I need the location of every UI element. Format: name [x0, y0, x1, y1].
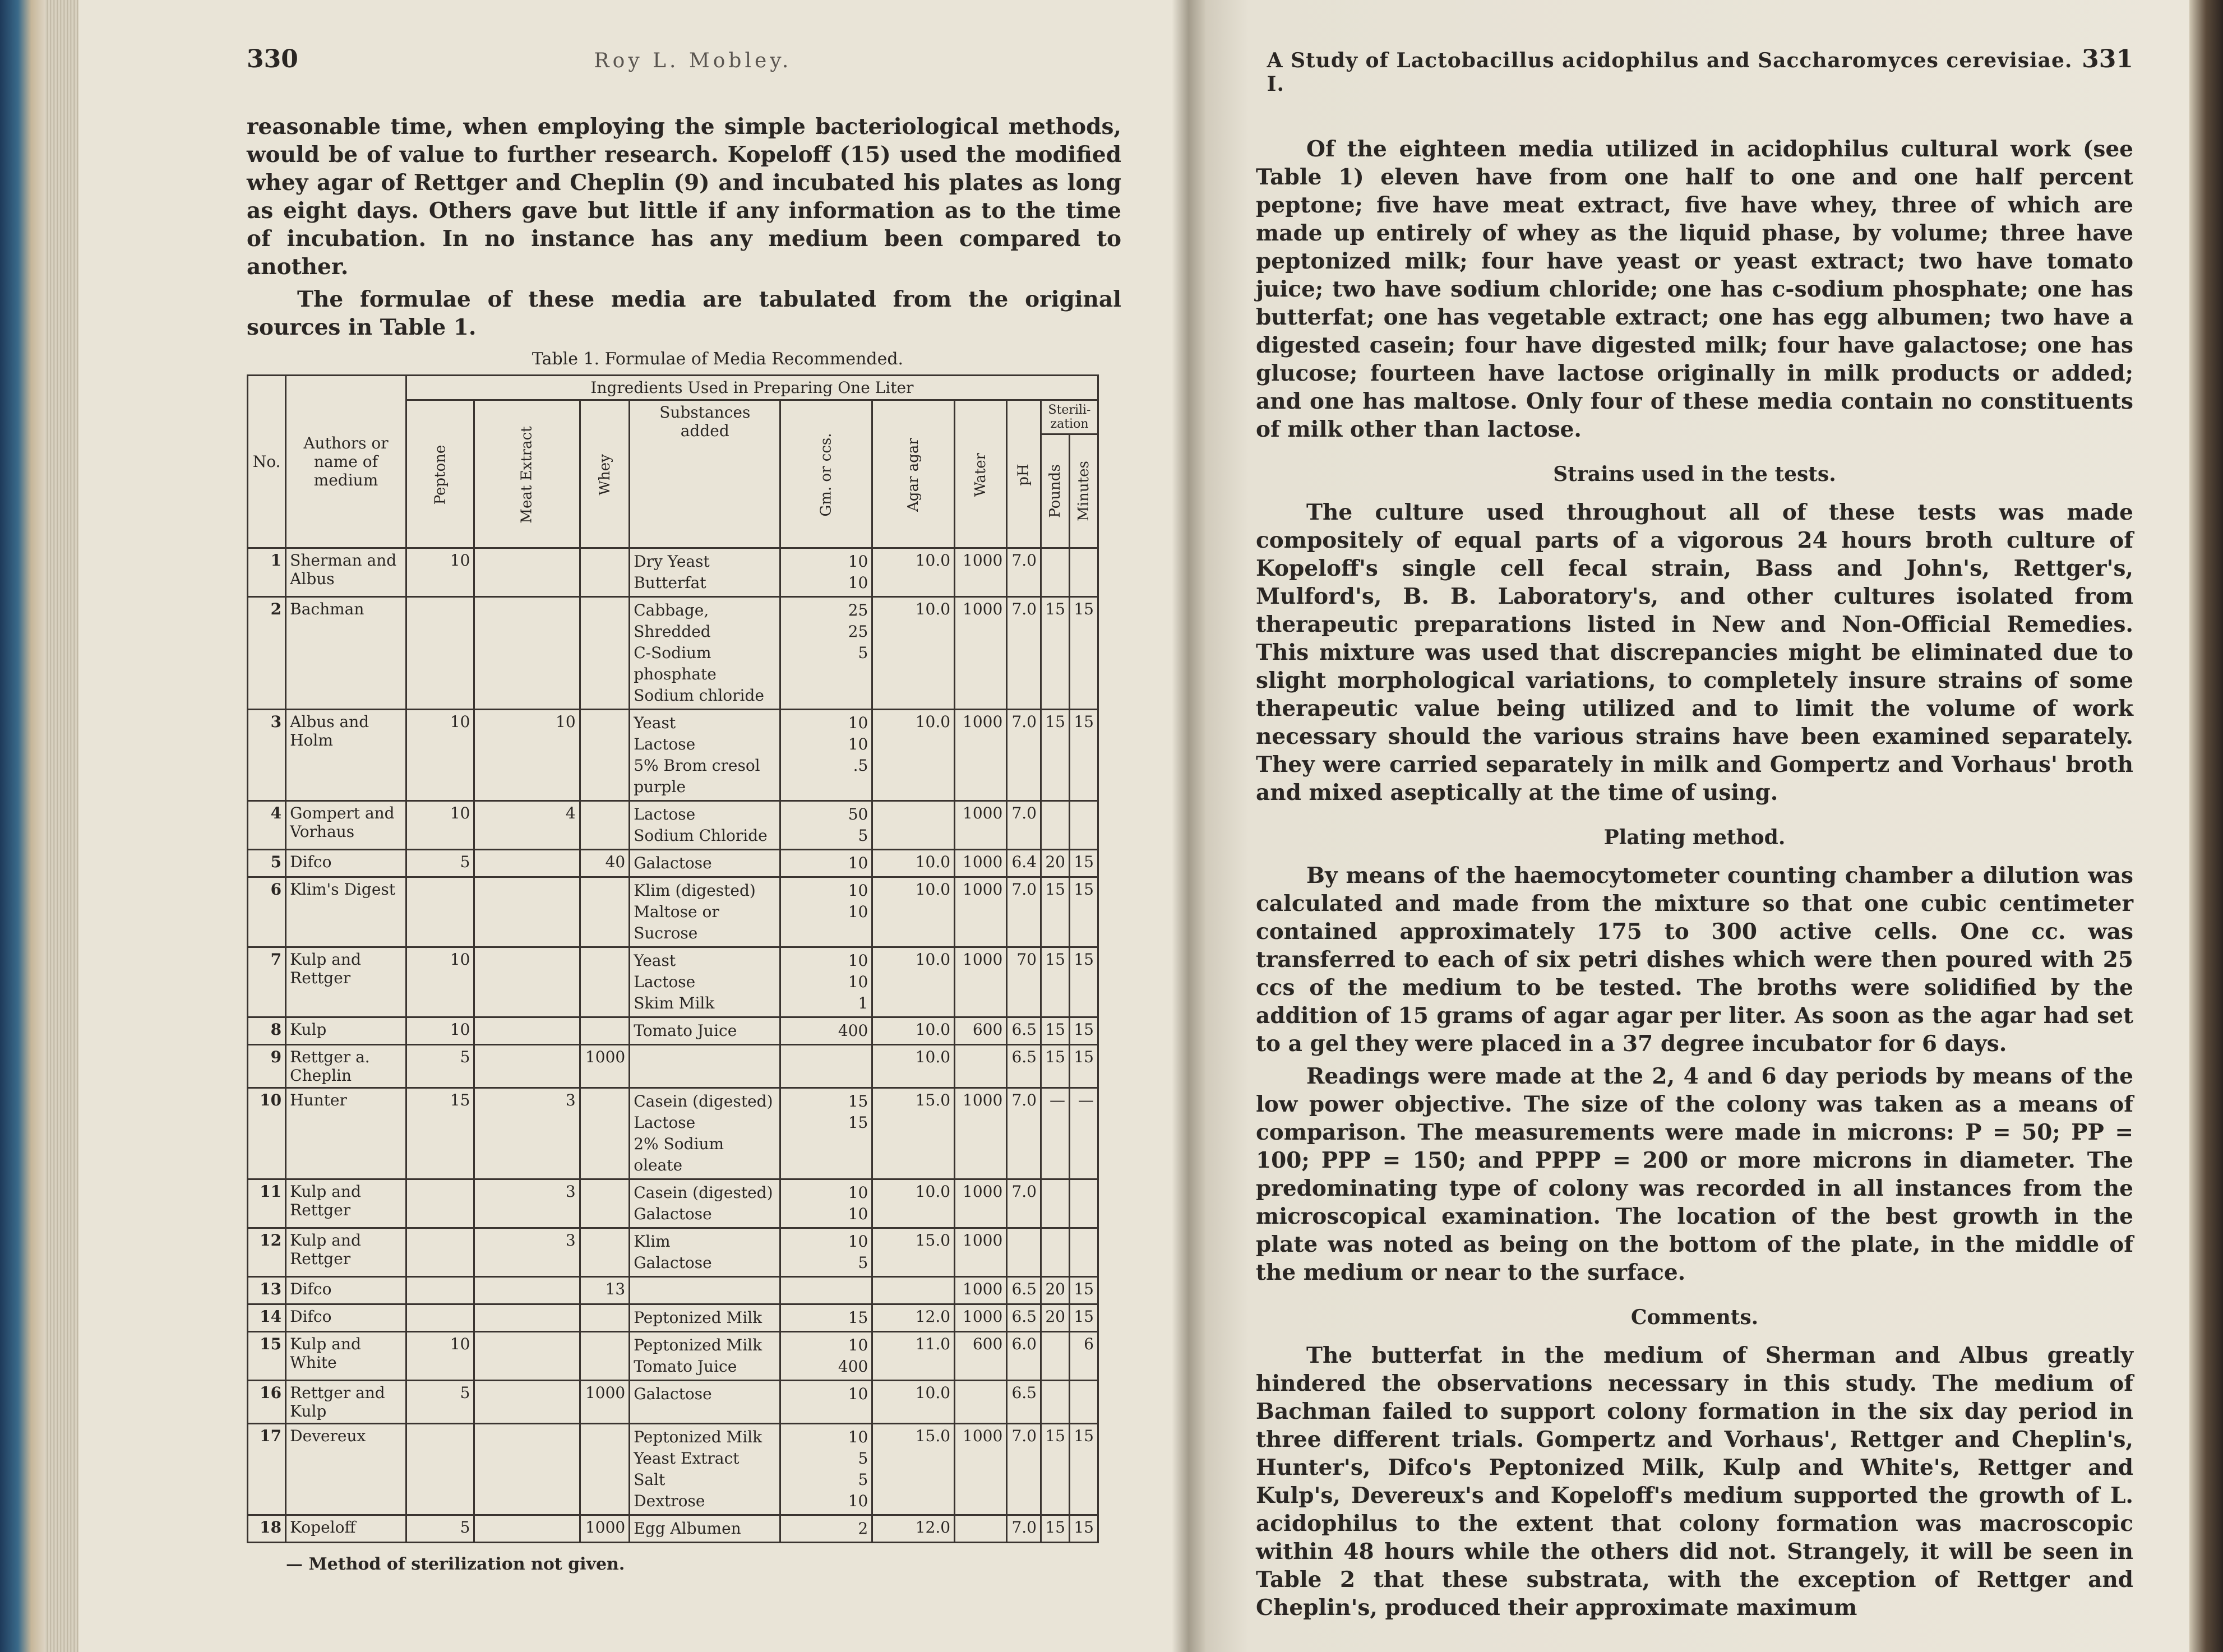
left-paragraph-1: reasonable time, when employing the simple bacteriological methods, would be of value to further research. Kopeloff (15) used the modified whey agar of Rettger and Cheplin (9) and incubated his plates as long as eight days. Others gave but little if any information as to the time of incubation. In no instance has any medium been compared to another.: [247, 114, 1121, 280]
row-ph: 7.0: [1007, 710, 1041, 801]
col-header-pounds: Pounds: [1047, 464, 1064, 518]
row-number: 11: [248, 1179, 286, 1228]
row-meat-extract: [474, 947, 580, 1017]
row-pounds: [1041, 1332, 1070, 1381]
row-author: Klim's Digest: [286, 877, 406, 947]
row-meat-extract: [474, 1277, 580, 1304]
row-whey: 1000: [580, 1381, 630, 1424]
row-number: 17: [248, 1424, 286, 1515]
table-row: [248, 710, 1098, 801]
right-paragraph-comments: The butterfat in the medium of Sherman and Albus greatly hindered the observations necessary in this study. The medium of Bachman failed to support colony formation in the six day period in three different trials. Gompertz and Vorhaus', Rettger and Cheplin's, Hunter's, Difco's Peptonized Milk, Kulp and White's, Rettger and Kulp's, Devereux's and Kopeloff's medium supported the growth of L. acidophilus to the extent that colony formation was macroscopic within 48 hours while the others did not. Strangely, it will be seen in Table 2 that these substrata, with the exception of Rettger and Cheplin's, produced their approximate maximum: [1256, 1343, 2133, 1621]
row-ph: 7.0: [1007, 1515, 1041, 1543]
col-header-ingredients: Ingredients Used in Preparing One Liter: [406, 376, 1098, 400]
row-substances: Galactose: [630, 1381, 780, 1424]
row-gm: 10 10 1: [780, 947, 872, 1017]
row-author: Albus and Holm: [286, 710, 406, 801]
row-whey: [580, 1179, 630, 1228]
row-ph: 7.0: [1007, 801, 1041, 850]
page-stack-edge: [45, 0, 78, 1652]
row-meat-extract: [474, 1515, 580, 1543]
row-peptone: 10: [406, 710, 474, 801]
col-header-no: No.: [248, 376, 286, 548]
table-row: [248, 597, 1098, 710]
row-peptone: [406, 597, 474, 710]
col-header-whey: Whey: [580, 400, 630, 548]
col-header-water: Water: [955, 400, 1007, 548]
row-peptone: 10: [406, 801, 474, 850]
row-water: 1000: [955, 1179, 1007, 1228]
row-meat-extract: 3: [474, 1228, 580, 1277]
row-water: 1000: [955, 1277, 1007, 1304]
row-gm: 15: [780, 1304, 872, 1332]
row-author: Difco: [286, 1304, 406, 1332]
row-gm: 10 10: [780, 548, 872, 597]
row-minutes: 15: [1070, 877, 1098, 947]
right-paragraph-plating: By means of the haemocytometer counting chamber a dilution was calculated and made from the mixture so that one cubic centimeter contained approximately 175 to 300 active cells. One cc. was transferred to each of six petri dishes which were then poured with 25 ccs of the medium to be tested. The broths were solidified by the addition of 15 grams of agar agar per liter. As soon as the agar had set to a gel they were placed in a 37 degree incubator for 6 days.: [1256, 863, 2133, 1057]
row-water: 1000: [955, 710, 1007, 801]
right-paragraph-1: Of the eighteen media utilized in acidophilus cultural work (see Table 1) eleven have from one half to one and one half percent peptone; five have meat extract, five have whey, three of which are made up entirely of whey as the liquid phase, by volume; three have peptonized milk; four have yeast or yeast extract; two have tomato juice; two have sodium chloride; one has c-sodium phosphate; one has butterfat; one has vegetable extract; one has egg albumen; two have a digested casein; four have digested milk; four have galactose; one has glucose; fourteen have lactose originally in milk products or added; and one has maltose. Only four of these media contain no constituents of milk other than lactose.: [1256, 136, 2133, 442]
row-minutes: —: [1070, 1088, 1098, 1179]
row-substances: Yeast Lactose Skim Milk: [630, 947, 780, 1017]
row-water: 600: [955, 1017, 1007, 1045]
row-minutes: 15: [1070, 1515, 1098, 1543]
row-peptone: 5: [406, 1381, 474, 1424]
row-minutes: 15: [1070, 710, 1098, 801]
row-water: [955, 1515, 1007, 1543]
row-substances: [630, 1277, 780, 1304]
row-author: Kulp and Rettger: [286, 947, 406, 1017]
col-header-author: Authors or name of medium: [286, 376, 406, 548]
row-agar: [872, 801, 955, 850]
row-minutes: [1070, 1179, 1098, 1228]
row-agar: 10.0: [872, 877, 955, 947]
row-gm: 10: [780, 850, 872, 877]
row-number: 1: [248, 548, 286, 597]
col-header-agar: Agar agar: [872, 400, 955, 548]
table-row: [248, 947, 1098, 1017]
row-minutes: 15: [1070, 1304, 1098, 1332]
row-peptone: [406, 1228, 474, 1277]
row-substances: Egg Albumen: [630, 1515, 780, 1543]
col-header-ph: pH: [1007, 400, 1041, 548]
table-row: [248, 1088, 1098, 1179]
row-water: 1000: [955, 877, 1007, 947]
row-agar: 15.0: [872, 1088, 955, 1179]
row-ph: 7.0: [1007, 1088, 1041, 1179]
row-agar: 10.0: [872, 1045, 955, 1088]
row-whey: [580, 1304, 630, 1332]
row-author: Devereux: [286, 1424, 406, 1515]
row-number: 3: [248, 710, 286, 801]
table-row: [248, 1424, 1098, 1515]
row-whey: 13: [580, 1277, 630, 1304]
row-number: 18: [248, 1515, 286, 1543]
left-page-number: 330: [247, 45, 298, 73]
row-gm: 10 400: [780, 1332, 872, 1381]
row-substances: [630, 1045, 780, 1088]
row-meat-extract: 4: [474, 801, 580, 850]
right-page: [1189, 0, 2189, 1652]
row-gm: 10 5: [780, 1228, 872, 1277]
heading-plating: Plating method.: [1603, 826, 1786, 849]
row-author: Kopeloff: [286, 1515, 406, 1543]
row-meat-extract: [474, 1045, 580, 1088]
row-water: 1000: [955, 1304, 1007, 1332]
row-whey: [580, 1424, 630, 1515]
row-pounds: [1041, 1228, 1070, 1277]
row-minutes: [1070, 1381, 1098, 1424]
row-pounds: 15: [1041, 1424, 1070, 1515]
row-agar: 10.0: [872, 548, 955, 597]
row-substances: Dry Yeast Butterfat: [630, 548, 780, 597]
row-peptone: [406, 877, 474, 947]
row-minutes: [1070, 801, 1098, 850]
row-meat-extract: 10: [474, 710, 580, 801]
row-number: 12: [248, 1228, 286, 1277]
row-whey: [580, 1228, 630, 1277]
book-cover-edge-left: [0, 0, 45, 1652]
row-minutes: [1070, 548, 1098, 597]
row-pounds: 20: [1041, 1277, 1070, 1304]
row-water: 1000: [955, 947, 1007, 1017]
row-peptone: 10: [406, 1332, 474, 1381]
table-body: [248, 548, 1098, 1543]
row-pounds: 15: [1041, 877, 1070, 947]
row-gm: [780, 1277, 872, 1304]
row-ph: 6.4: [1007, 850, 1041, 877]
row-number: 2: [248, 597, 286, 710]
row-peptone: 15: [406, 1088, 474, 1179]
row-number: 9: [248, 1045, 286, 1088]
row-ph: 7.0: [1007, 1424, 1041, 1515]
row-minutes: 15: [1070, 850, 1098, 877]
row-water: 1000: [955, 850, 1007, 877]
row-number: 16: [248, 1381, 286, 1424]
row-author: Sherman and Albus: [286, 548, 406, 597]
table-row: [248, 1228, 1098, 1277]
left-paragraph-2: The formulae of these media are tabulated from the original sources in Table 1.: [247, 286, 1121, 340]
row-whey: [580, 1017, 630, 1045]
row-gm: 400: [780, 1017, 872, 1045]
row-peptone: [406, 1179, 474, 1228]
row-meat-extract: [474, 1332, 580, 1381]
row-gm: 15 15: [780, 1088, 872, 1179]
row-gm: 10 10 .5: [780, 710, 872, 801]
row-author: Difco: [286, 850, 406, 877]
row-whey: [580, 548, 630, 597]
row-author: Kulp and Rettger: [286, 1228, 406, 1277]
row-number: 14: [248, 1304, 286, 1332]
row-pounds: 15: [1041, 597, 1070, 710]
row-meat-extract: [474, 1381, 580, 1424]
row-whey: [580, 1332, 630, 1381]
row-substances: Yeast Lactose 5% Brom cresol purple: [630, 710, 780, 801]
row-meat-extract: 3: [474, 1179, 580, 1228]
row-meat-extract: [474, 548, 580, 597]
row-ph: 6.5: [1007, 1045, 1041, 1088]
row-pounds: —: [1041, 1088, 1070, 1179]
row-ph: 6.5: [1007, 1277, 1041, 1304]
row-gm: 10: [780, 1381, 872, 1424]
row-gm: 10 10: [780, 877, 872, 947]
row-ph: 6.0: [1007, 1332, 1041, 1381]
row-ph: 6.5: [1007, 1381, 1041, 1424]
row-ph: 7.0: [1007, 597, 1041, 710]
row-agar: [872, 1277, 955, 1304]
row-agar: 12.0: [872, 1515, 955, 1543]
table-row: [248, 1277, 1098, 1304]
row-meat-extract: [474, 1304, 580, 1332]
row-author: Rettger and Kulp: [286, 1381, 406, 1424]
row-number: 13: [248, 1277, 286, 1304]
row-substances: Klim Galactose: [630, 1228, 780, 1277]
table-row: [248, 877, 1098, 947]
row-water: 1000: [955, 1088, 1007, 1179]
row-peptone: 5: [406, 1045, 474, 1088]
col-header-peptone: Peptone: [406, 400, 474, 548]
table-row: [248, 1304, 1098, 1332]
media-formulae-table: [247, 374, 1099, 1543]
row-ph: 6.5: [1007, 1017, 1041, 1045]
table-row: [248, 1017, 1098, 1045]
row-agar: 10.0: [872, 1381, 955, 1424]
row-pounds: [1041, 1381, 1070, 1424]
row-minutes: [1070, 1228, 1098, 1277]
row-gm: 10 10: [780, 1179, 872, 1228]
table-row: [248, 1381, 1098, 1424]
row-gm: [780, 1045, 872, 1088]
row-ph: 7.0: [1007, 877, 1041, 947]
row-gm: 25 25 5: [780, 597, 872, 710]
row-meat-extract: 3: [474, 1088, 580, 1179]
row-substances: Lactose Sodium Chloride: [630, 801, 780, 850]
row-agar: 10.0: [872, 850, 955, 877]
row-minutes: 15: [1070, 947, 1098, 1017]
row-pounds: 15: [1041, 710, 1070, 801]
row-water: 1000: [955, 548, 1007, 597]
row-ph: 70: [1007, 947, 1041, 1017]
row-minutes: 15: [1070, 1277, 1098, 1304]
row-meat-extract: [474, 1017, 580, 1045]
table-row: [248, 548, 1098, 597]
row-whey: 40: [580, 850, 630, 877]
col-header-meat-extract: Meat Extract: [474, 400, 580, 548]
row-number: 15: [248, 1332, 286, 1381]
row-water: 1000: [955, 597, 1007, 710]
row-pounds: 20: [1041, 1304, 1070, 1332]
row-meat-extract: [474, 1424, 580, 1515]
row-agar: 15.0: [872, 1424, 955, 1515]
row-substances: Tomato Juice: [630, 1017, 780, 1045]
row-water: 1000: [955, 1228, 1007, 1277]
row-peptone: [406, 1277, 474, 1304]
row-agar: 15.0: [872, 1228, 955, 1277]
col-header-minutes: Minutes: [1075, 461, 1093, 521]
row-agar: 10.0: [872, 710, 955, 801]
row-number: 5: [248, 850, 286, 877]
row-peptone: [406, 1424, 474, 1515]
row-water: [955, 1381, 1007, 1424]
row-whey: [580, 597, 630, 710]
right-paragraph-strains: The culture used throughout all of these tests was made compositely of equal parts of a vigorous 24 hours broth culture of Kopeloff's single cell fecal strain, Bass and John's, Rettger's, Mulford's, B. B. Laboratory's, and other cultures isolated from therapeutic preparations listed in New and Non-Official Remedies. This mixture was used that discrepancies might be eliminated due to slight morphological variations, to completely insure strains of some therapeutic value being utilized and to limit the volume of work necessary should the various strains have been examined separately. They were carried separately in milk and Gompertz and Vorhaus' broth and mixed aseptically at the time of using.: [1256, 499, 2133, 806]
row-gm: 2: [780, 1515, 872, 1543]
row-substances: Cabbage, Shredded C-Sodium phosphate Sodium chloride: [630, 597, 780, 710]
row-substances: Galactose: [630, 850, 780, 877]
col-header-substances: Substances added: [630, 400, 780, 548]
row-agar: 12.0: [872, 1304, 955, 1332]
table-row: [248, 1515, 1098, 1543]
row-gm: 10 5 5 10: [780, 1424, 872, 1515]
heading-comments: Comments.: [1630, 1306, 1759, 1329]
row-pounds: 15: [1041, 947, 1070, 1017]
row-author: Difco: [286, 1277, 406, 1304]
row-water: 1000: [955, 1424, 1007, 1515]
row-agar: 10.0: [872, 947, 955, 1017]
row-number: 8: [248, 1017, 286, 1045]
row-whey: 1000: [580, 1515, 630, 1543]
row-gm: 50 5: [780, 801, 872, 850]
row-pounds: [1041, 548, 1070, 597]
left-running-title: Roy L. Mobley.: [594, 49, 792, 72]
row-ph: [1007, 1228, 1041, 1277]
row-meat-extract: [474, 597, 580, 710]
row-agar: 10.0: [872, 1179, 955, 1228]
row-peptone: 10: [406, 1017, 474, 1045]
row-substances: Klim (digested) Maltose or Sucrose: [630, 877, 780, 947]
row-minutes: 15: [1070, 1424, 1098, 1515]
book-cover-edge-right: [2189, 0, 2223, 1652]
row-agar: 10.0: [872, 1017, 955, 1045]
table-row: [248, 1045, 1098, 1088]
table-caption: Table 1. Formulae of Media Recommended.: [532, 349, 904, 369]
row-pounds: [1041, 1179, 1070, 1228]
row-author: Kulp and Rettger: [286, 1179, 406, 1228]
row-water: 600: [955, 1332, 1007, 1381]
row-peptone: 10: [406, 548, 474, 597]
row-minutes: 6: [1070, 1332, 1098, 1381]
row-whey: [580, 877, 630, 947]
row-substances: Peptonized Milk: [630, 1304, 780, 1332]
right-page-number: 331: [2082, 45, 2133, 73]
row-author: Gompert and Vorhaus: [286, 801, 406, 850]
row-agar: 10.0: [872, 597, 955, 710]
row-pounds: 15: [1041, 1515, 1070, 1543]
row-peptone: 10: [406, 947, 474, 1017]
row-water: 1000: [955, 801, 1007, 850]
row-whey: [580, 710, 630, 801]
row-water: [955, 1045, 1007, 1088]
table-row: [248, 1332, 1098, 1381]
row-substances: Casein (digested) Lactose 2% Sodium oleate: [630, 1088, 780, 1179]
right-running-title: A Study of Lactobacillus acidophilus and Saccharomyces cerevisiae. I.: [1267, 49, 2073, 96]
row-substances: Casein (digested) Galactose: [630, 1179, 780, 1228]
row-ph: 7.0: [1007, 1179, 1041, 1228]
row-ph: 7.0: [1007, 548, 1041, 597]
heading-strains: Strains used in the tests.: [1553, 462, 1836, 486]
row-substances: Peptonized Milk Yeast Extract Salt Dextrose: [630, 1424, 780, 1515]
row-ph: 6.5: [1007, 1304, 1041, 1332]
col-header-gm: Gm. or ccs.: [780, 400, 872, 548]
row-peptone: 5: [406, 850, 474, 877]
row-minutes: 15: [1070, 597, 1098, 710]
book-gutter: [1172, 0, 1205, 1652]
right-paragraph-readings: Readings were made at the 2, 4 and 6 day periods by means of the low power objective. The size of the colony was taken as a means of comparison. The measurements were made in microns: P = 50; PP = 100; PPP = 150; and PPPP = 200 or more microns in diameter. The predominating type of colony was recorded in all instances from the microscopical examination. The location of the best growth in the plate was noted as being on the bottom of the plate, in the middle of the medium or near to the surface.: [1256, 1063, 2133, 1285]
row-number: 4: [248, 801, 286, 850]
row-whey: [580, 947, 630, 1017]
row-whey: 1000: [580, 1045, 630, 1088]
row-number: 6: [248, 877, 286, 947]
table-footnote: — Method of sterilization not given.: [286, 1554, 625, 1574]
row-pounds: [1041, 801, 1070, 850]
row-author: Kulp and White: [286, 1332, 406, 1381]
row-pounds: 20: [1041, 850, 1070, 877]
row-pounds: 15: [1041, 1045, 1070, 1088]
row-whey: [580, 1088, 630, 1179]
row-number: 10: [248, 1088, 286, 1179]
row-agar: 11.0: [872, 1332, 955, 1381]
row-meat-extract: [474, 850, 580, 877]
table-row: [248, 850, 1098, 877]
left-page: [45, 0, 1189, 1652]
row-author: Hunter: [286, 1088, 406, 1179]
row-whey: [580, 801, 630, 850]
row-author: Bachman: [286, 597, 406, 710]
row-peptone: 5: [406, 1515, 474, 1543]
row-peptone: [406, 1304, 474, 1332]
row-meat-extract: [474, 877, 580, 947]
row-pounds: 15: [1041, 1017, 1070, 1045]
table-row: [248, 801, 1098, 850]
row-number: 7: [248, 947, 286, 1017]
row-author: Kulp: [286, 1017, 406, 1045]
row-substances: Peptonized Milk Tomato Juice: [630, 1332, 780, 1381]
row-minutes: 15: [1070, 1017, 1098, 1045]
col-header-sterilization: Sterili-zation Pounds Minutes: [1041, 400, 1098, 548]
left-running-head: [247, 45, 1121, 73]
table-row: [248, 1179, 1098, 1228]
row-author: Rettger a. Cheplin: [286, 1045, 406, 1088]
right-running-head: [1256, 45, 2133, 96]
row-minutes: 15: [1070, 1045, 1098, 1088]
